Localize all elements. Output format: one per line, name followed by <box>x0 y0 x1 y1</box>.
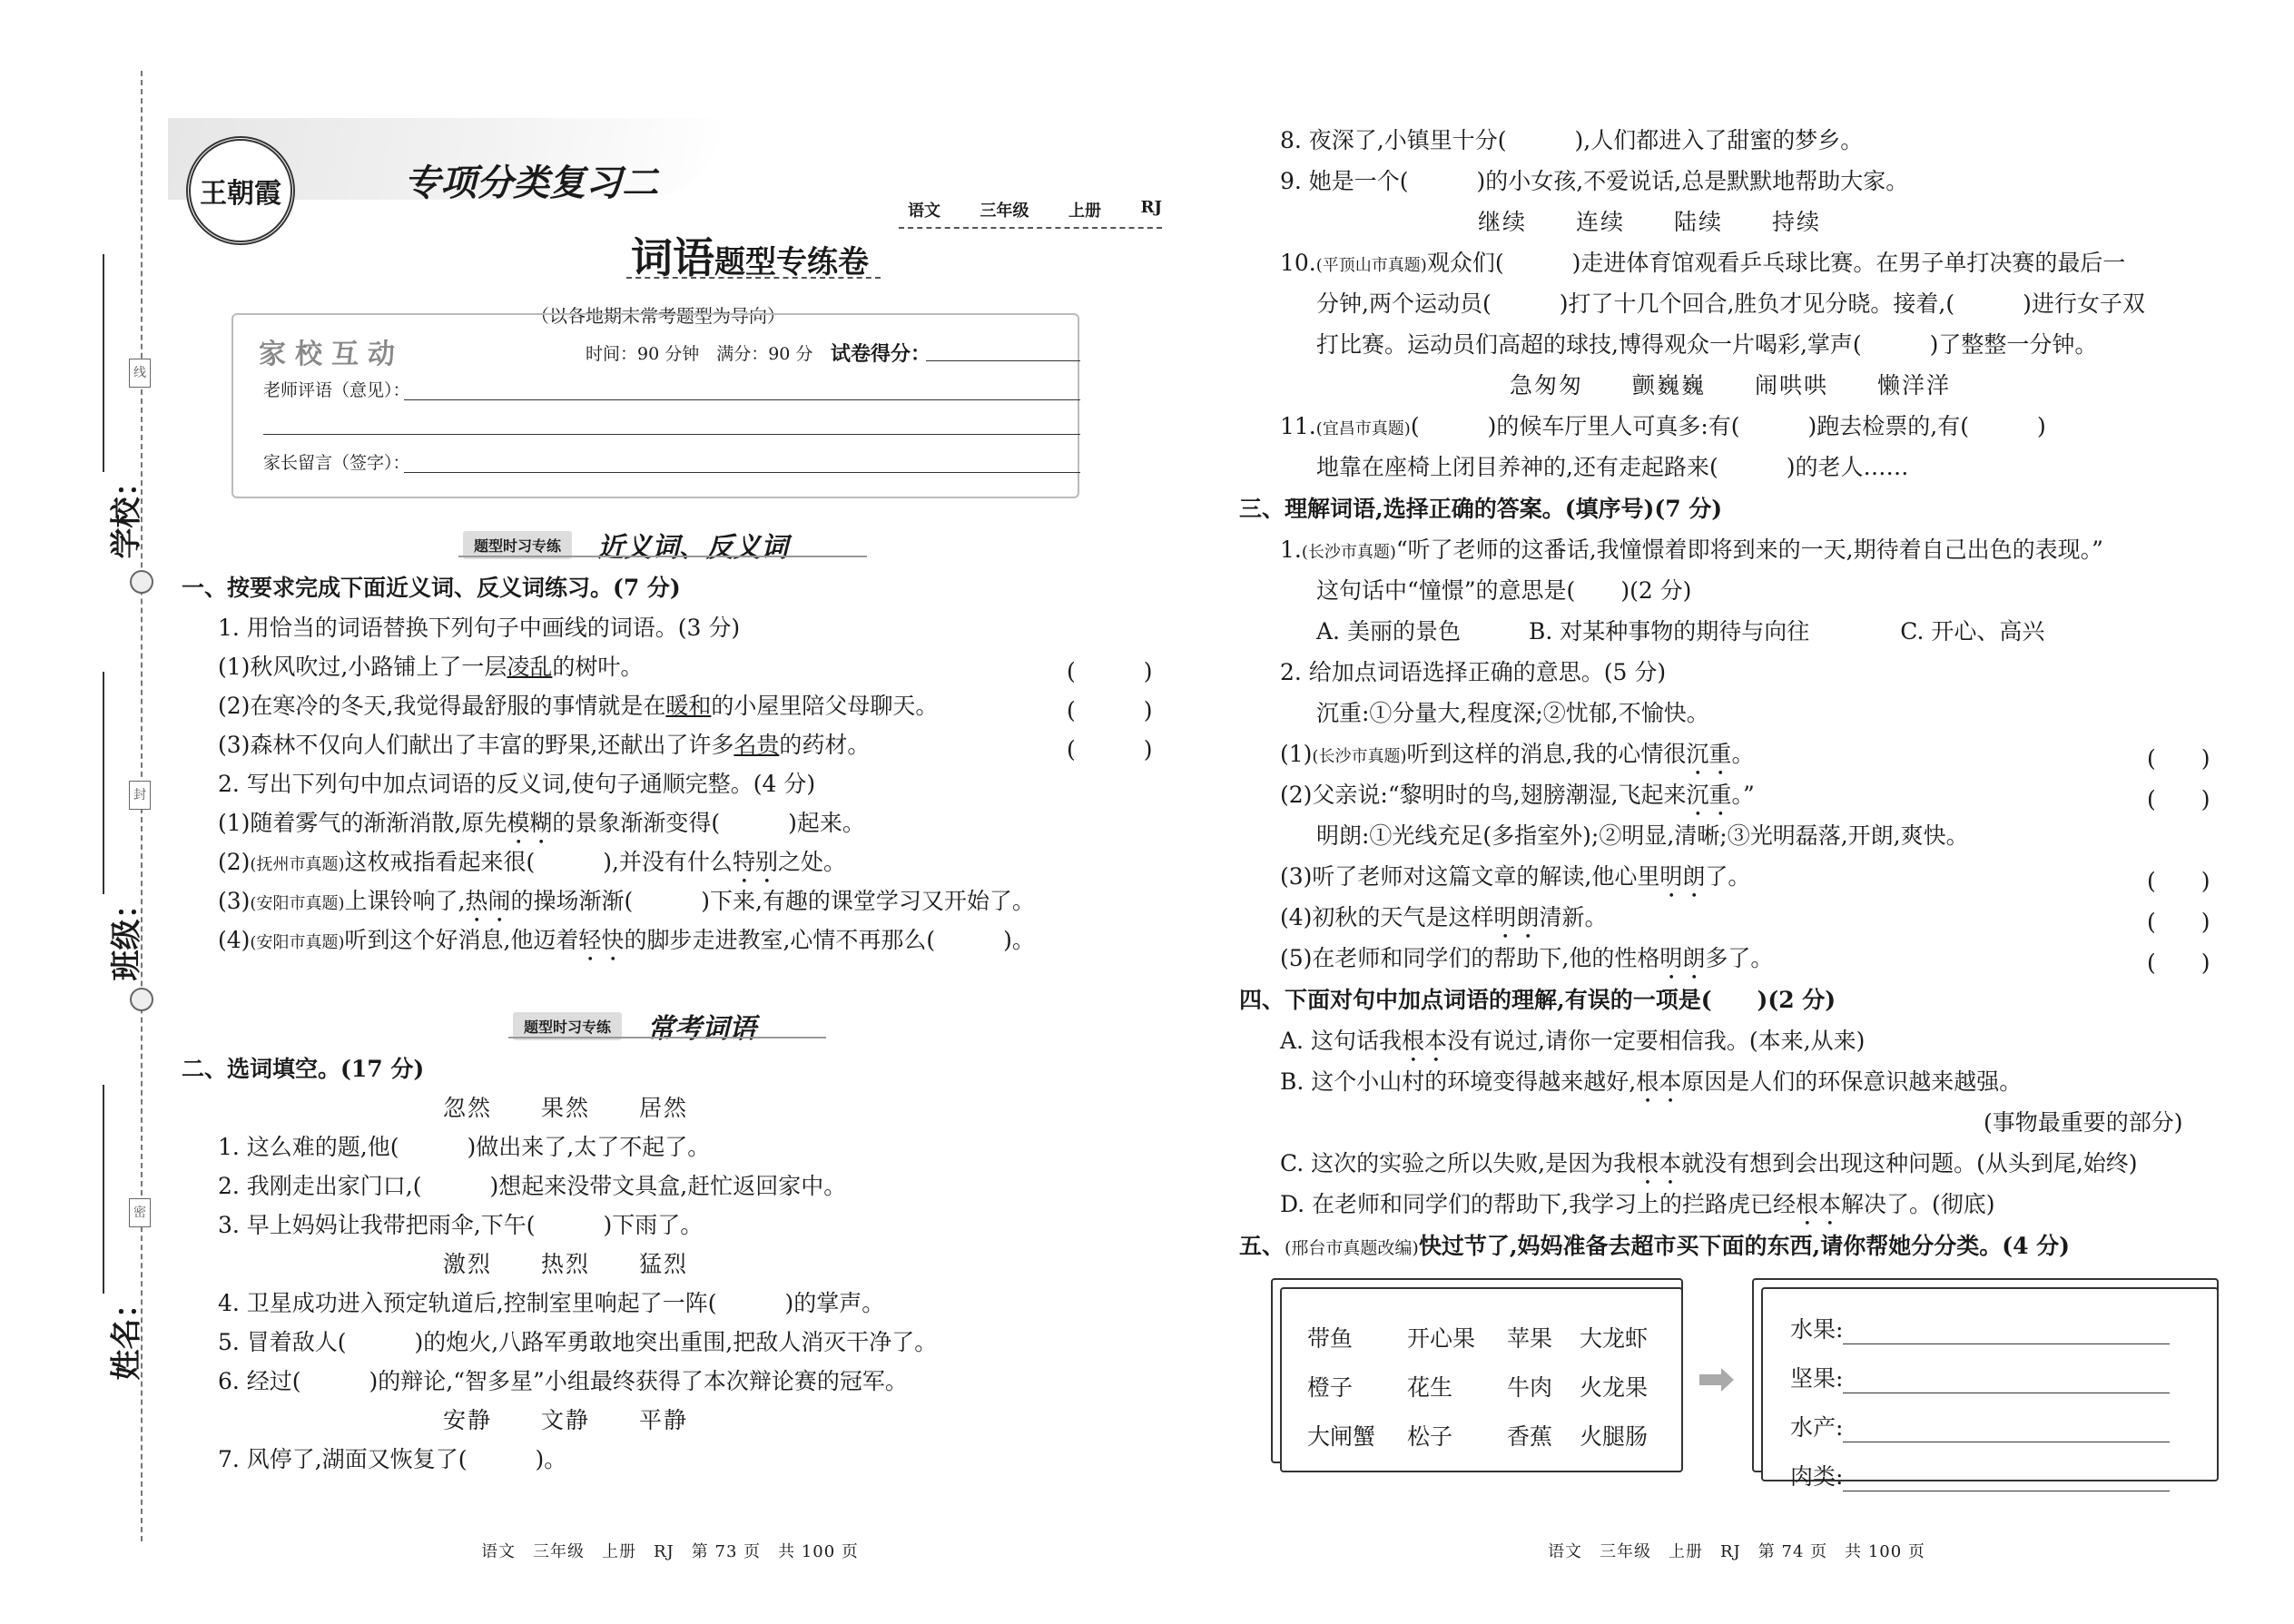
family-school-label: 家校互动 <box>259 339 404 370</box>
parent-comment-label: 家长留言（签字）： <box>263 453 410 473</box>
s2-q9: 9. 她是一个( )的小女孩,不爱说话,总是默默地帮助大家。 <box>1280 168 1909 194</box>
word-choices-5: 急匆匆 颤巍巍 闹哄哄 懒洋洋 <box>1510 372 1952 399</box>
dotted-word: 根本 <box>1401 1028 1447 1054</box>
answer-blank[interactable]: ( ) <box>1067 736 1153 763</box>
s2-q4: 4. 卫星成功进入预定轨道后,控制室里响起了一阵( )的掌声。 <box>218 1290 885 1316</box>
s1-q2-1: (1)随着雾气的渐渐消散,原先模糊的景象渐渐变得( )起来。 <box>218 810 865 836</box>
category-meat: 肉类: <box>1790 1463 1844 1490</box>
source-tag: (长沙市真题) <box>1301 543 1396 562</box>
tag-volume: 上册 <box>1068 202 1101 221</box>
main-title: 专项分类复习二 <box>404 162 658 204</box>
answer-blank[interactable]: ( ) <box>1067 658 1153 684</box>
underlined-word: 名贵 <box>733 732 780 758</box>
section-4-title: 四、下面对句中加点词语的理解,有误的一项是( )(2 分) <box>1239 987 1836 1013</box>
banner-title: 近义词、反义词 <box>597 532 789 564</box>
item-orange[interactable]: 橙子 <box>1307 1374 1354 1401</box>
dotted-word: 根本 <box>1796 1191 1842 1217</box>
item-hairy-crab[interactable]: 大闸蟹 <box>1307 1423 1376 1450</box>
underlined-word: 暖和 <box>665 693 712 719</box>
section-2-title: 二、选词填空。(17 分) <box>182 1056 425 1082</box>
subject-tags <box>908 198 1162 221</box>
tag-edition: RJ <box>1140 198 1162 217</box>
s1-q1-1: (1)秋风吹过,小路铺上了一层凌乱的树叶。 <box>218 654 644 680</box>
s4-option-b-note: (事物最重要的部分) <box>1984 1109 2183 1136</box>
s4-option-a: A. 这句话我根本没有说过,请你一定要相信我。(本来,从来) <box>1280 1028 1866 1054</box>
tag-grade: 三年级 <box>980 202 1029 221</box>
s1-q2-3: (3)(安阳市真题)上课铃响了,热闹的操场渐渐( )下来,有趣的课堂学习又开始了。 <box>218 888 1035 914</box>
s1-q2-2: (2)(抚州市真题)这枚戒指看起来很( ),并没有什么特别之处。 <box>218 849 846 875</box>
item-hairtail[interactable]: 带鱼 <box>1307 1325 1354 1352</box>
cut-mark-mi: 密 <box>129 1198 151 1227</box>
s1-q2: 2. 写出下列句中加点词语的反义词,使句子通顺完整。(4 分) <box>218 771 816 797</box>
s3-q2-2: (2)父亲说:“黎明时的鸟,翅膀潮湿,飞起来沉重。” <box>1280 782 1755 808</box>
s2-q10-line1: 10.(平顶山市真题)观众们( )走进体育馆观看乒乓球比赛。在男子单打决赛的最后一 <box>1280 250 2126 276</box>
s3-q1-line2: 这句话中“憧憬”的意思是( )(2 分) <box>1316 577 1692 604</box>
item-ham-sausage[interactable]: 火腿肠 <box>1580 1423 1649 1450</box>
s3-q1-options: A. 美丽的景色 B. 对某种事物的期待与向往 C. 开心、高兴 <box>1316 618 2045 645</box>
s1-q1: 1. 用恰当的词语替换下列句子中画线的词语。(3 分) <box>218 615 741 641</box>
answer-blank[interactable]: ( ) <box>2147 950 2210 976</box>
s2-q5: 5. 冒着敌人( )的炮火,八路军勇敢地突出重围,把敌人消灭干净了。 <box>218 1329 938 1355</box>
score-field[interactable] <box>926 360 1080 361</box>
s3-definition-2: 明朗:①光线充足(多指室外);②明显,清晰;③光明磊落,开朗,爽快。 <box>1316 822 1969 849</box>
s2-q3: 3. 早上妈妈让我带把雨伞,下午( )下雨了。 <box>218 1212 704 1238</box>
dotted-word: 明朗 <box>1493 904 1540 930</box>
source-tag: (长沙市真题) <box>1312 747 1407 766</box>
source-tag: (邢台市真题改编) <box>1285 1238 1419 1258</box>
source-tag: (平顶山市真题) <box>1315 256 1427 275</box>
s4-option-c: C. 这次的实验之所以失败,是因为我根本就没有想到会出现这种问题。(从头到尾,始终) <box>1280 1150 2138 1176</box>
s1-q1-2: (2)在寒冷的冬天,我觉得最舒服的事情就是在暖和的小屋里陪父母聊天。 <box>218 693 939 719</box>
teacher-comment-label: 老师评语（意见）： <box>263 380 410 400</box>
s2-q11-line2: 地靠在座椅上闭目养神的,还有走起路来( )的老人…… <box>1316 454 1909 480</box>
binding-hole <box>130 570 153 594</box>
sub-title-rest: 题型专练卷 <box>714 244 869 281</box>
item-peanut[interactable]: 花生 <box>1407 1374 1453 1401</box>
banner-underline <box>458 556 867 557</box>
s4-option-d: D. 在老师和同学们的帮助下,我学习上的拦路虎已经根本解决了。(彻底) <box>1280 1191 1995 1217</box>
dotted-word: 沉重 <box>1686 741 1732 767</box>
item-pine-nut[interactable]: 松子 <box>1407 1423 1453 1450</box>
publisher-logo <box>186 136 295 245</box>
dotted-word: 轻快 <box>578 927 625 953</box>
source-tag: (安阳市真题) <box>250 894 345 913</box>
class-field-line[interactable] <box>103 672 104 894</box>
s1-q1-3: (3)森林不仅向人们献出了丰富的野果,还献出了许多名贵的药材。 <box>218 732 871 758</box>
s2-q6: 6. 经过( )的辩论,“智多星”小组最终获得了本次辩论赛的冠军。 <box>218 1368 908 1394</box>
dotted-word: 明朗 <box>1659 863 1706 890</box>
s1-q2-4: (4)(安阳市真题)听到这个好消息,他迈着轻快的脚步走进教室,心情不再那么( )。 <box>218 927 1035 953</box>
word-choices-4: 继续 连续 陆续 持续 <box>1478 209 1822 235</box>
dotted-word: 热闹 <box>465 888 511 914</box>
item-beef[interactable]: 牛肉 <box>1507 1374 1553 1401</box>
dotted-word: 特别 <box>732 849 778 875</box>
answer-blank[interactable]: ( ) <box>2147 786 2210 812</box>
source-tag: (安阳市真题) <box>250 933 345 952</box>
answer-blank[interactable]: ( ) <box>2147 745 2210 772</box>
arrow-right-icon <box>1699 1366 1736 1393</box>
dotted-word: 根本 <box>1636 1068 1682 1095</box>
source-tag: (宜昌市真题) <box>1315 419 1411 438</box>
cut-mark-feng: 封 <box>129 781 151 810</box>
s2-q11-line1: 11.(宜昌市真题)( )的候车厅里人可真多:有( )跑去检票的,有( ) <box>1280 413 2046 439</box>
item-pistachio[interactable]: 开心果 <box>1407 1325 1476 1352</box>
banner-synonyms <box>463 525 788 565</box>
subtitle-underline <box>626 277 881 279</box>
s2-q10-line3: 打比赛。运动员们高超的球技,博得观众一片喝彩,掌声( )了整整一分钟。 <box>1316 331 2098 358</box>
s3-q2: 2. 给加点词语选择正确的意思。(5 分) <box>1280 659 1667 685</box>
source-tag: (抚州市真题) <box>250 855 345 874</box>
underlined-word: 凌乱 <box>507 654 553 680</box>
teacher-comment-line-1[interactable] <box>404 399 1080 400</box>
parent-comment-line[interactable] <box>404 472 1080 473</box>
categories-box <box>1761 1287 2219 1490</box>
category-nut: 坚果: <box>1790 1365 1844 1392</box>
category-nut-field[interactable] <box>1843 1369 2170 1393</box>
dotted-word: 模糊 <box>507 810 553 836</box>
section-5-title: 五、(邢台市真题改编)快过节了,妈妈准备去超市买下面的东西,请你帮她分分类。(4 分) <box>1239 1233 2071 1259</box>
answer-blank[interactable]: ( ) <box>2147 868 2210 894</box>
s3-q2-1: (1)(长沙市真题)听到这样的消息,我的心情很沉重。 <box>1280 741 1755 767</box>
school-field-line[interactable] <box>103 254 104 472</box>
school-label: 学校： <box>108 466 145 559</box>
item-dragon-fruit[interactable]: 火龙果 <box>1580 1374 1649 1401</box>
s4-option-b: B. 这个小山村的环境变得越来越好,根本原因是人们的环保意识越来越强。 <box>1280 1068 2023 1095</box>
section-3-title: 三、理解词语,选择正确的答案。(填序号)(7 分) <box>1239 496 1723 522</box>
s3-q2-3: (3)听了老师对这篇文章的解读,他心里明朗了。 <box>1280 863 1751 890</box>
binding-hole <box>130 988 153 1011</box>
s2-q1: 1. 这么难的题,他( )做出来了,太了不起了。 <box>218 1134 711 1160</box>
dotted-word: 沉重 <box>1686 782 1732 808</box>
s2-q10-line2: 分钟,两个运动员( )打了十几个回合,胜负才见分晓。接着,( )进行女子双 <box>1316 290 2145 317</box>
word-choices-1: 忽然 果然 居然 <box>443 1095 689 1121</box>
s3-definition-1: 沉重:①分量大,程度深;②忧郁,不愉快。 <box>1316 700 1709 726</box>
dotted-word: 根本 <box>1636 1150 1682 1176</box>
category-meat-field[interactable] <box>1843 1467 2170 1491</box>
banner-tag: 题型时习专练 <box>513 1012 622 1040</box>
tag-divider <box>899 227 1162 229</box>
s2-q2: 2. 我刚走出家门口,( )想起来没带文具盒,赶忙返回家中。 <box>218 1173 847 1199</box>
s3-q1-line1: 1.(长沙市真题)“听了老师的这番话,我憧憬着即将到来的一天,期待着自己出色的表现。” <box>1280 536 2103 563</box>
time-info: 时间：90 分钟 满分：90 分 <box>586 344 813 364</box>
cut-mark-xian: 线 <box>129 359 151 388</box>
page-footer-left: 语文 三年级 上册 RJ 第 73 页 共 100 页 <box>481 1542 859 1561</box>
item-banana[interactable]: 香蕉 <box>1507 1423 1553 1450</box>
s2-q7: 7. 风停了,湖面又恢复了( )。 <box>218 1446 567 1472</box>
category-fruit: 水果: <box>1790 1316 1844 1343</box>
s3-q2-4: (4)初秋的天气是这样明朗清新。 <box>1280 904 1608 930</box>
section-1-title: 一、按要求完成下面近义词、反义词练习。(7 分) <box>182 575 681 601</box>
s3-q2-5: (5)在老师和同学们的帮助下,他的性格明朗多了。 <box>1280 945 1774 971</box>
category-seafood-field[interactable] <box>1843 1418 2170 1442</box>
teacher-comment-line-2[interactable] <box>263 434 1080 435</box>
dotted-word: 明朗 <box>1659 945 1706 971</box>
name-field-line[interactable] <box>103 1085 104 1294</box>
category-seafood: 水产: <box>1790 1414 1844 1441</box>
sub-title-big: 词语 <box>631 233 714 282</box>
banner-tag: 题型时习专练 <box>463 531 572 559</box>
category-fruit-field[interactable] <box>1843 1320 2170 1344</box>
item-lobster[interactable]: 大龙虾 <box>1580 1325 1649 1352</box>
class-label: 班级： <box>108 888 145 981</box>
banner-underline <box>508 1037 826 1038</box>
logo-text: 王朝霞 <box>200 178 281 210</box>
exam-note: （以各地期末常考题型为导向） <box>531 305 785 327</box>
page-footer-right: 语文 三年级 上册 RJ 第 74 页 共 100 页 <box>1548 1542 1925 1561</box>
answer-blank[interactable]: ( ) <box>2147 909 2210 935</box>
score-label: 试卷得分： <box>831 342 931 366</box>
banner-title: 常考词语 <box>647 1013 757 1045</box>
word-choices-2: 激烈 热烈 猛烈 <box>443 1251 689 1277</box>
s2-q8: 8. 夜深了,小镇里十分( ),人们都进入了甜蜜的梦乡。 <box>1280 127 1864 153</box>
answer-blank[interactable]: ( ) <box>1067 697 1153 723</box>
item-apple[interactable]: 苹果 <box>1507 1325 1553 1352</box>
name-label: 姓名： <box>108 1287 145 1381</box>
banner-common-words <box>513 1006 756 1046</box>
tag-subject: 语文 <box>908 202 940 221</box>
word-choices-3: 安静 文静 平静 <box>443 1407 689 1433</box>
items-box <box>1280 1287 1683 1472</box>
